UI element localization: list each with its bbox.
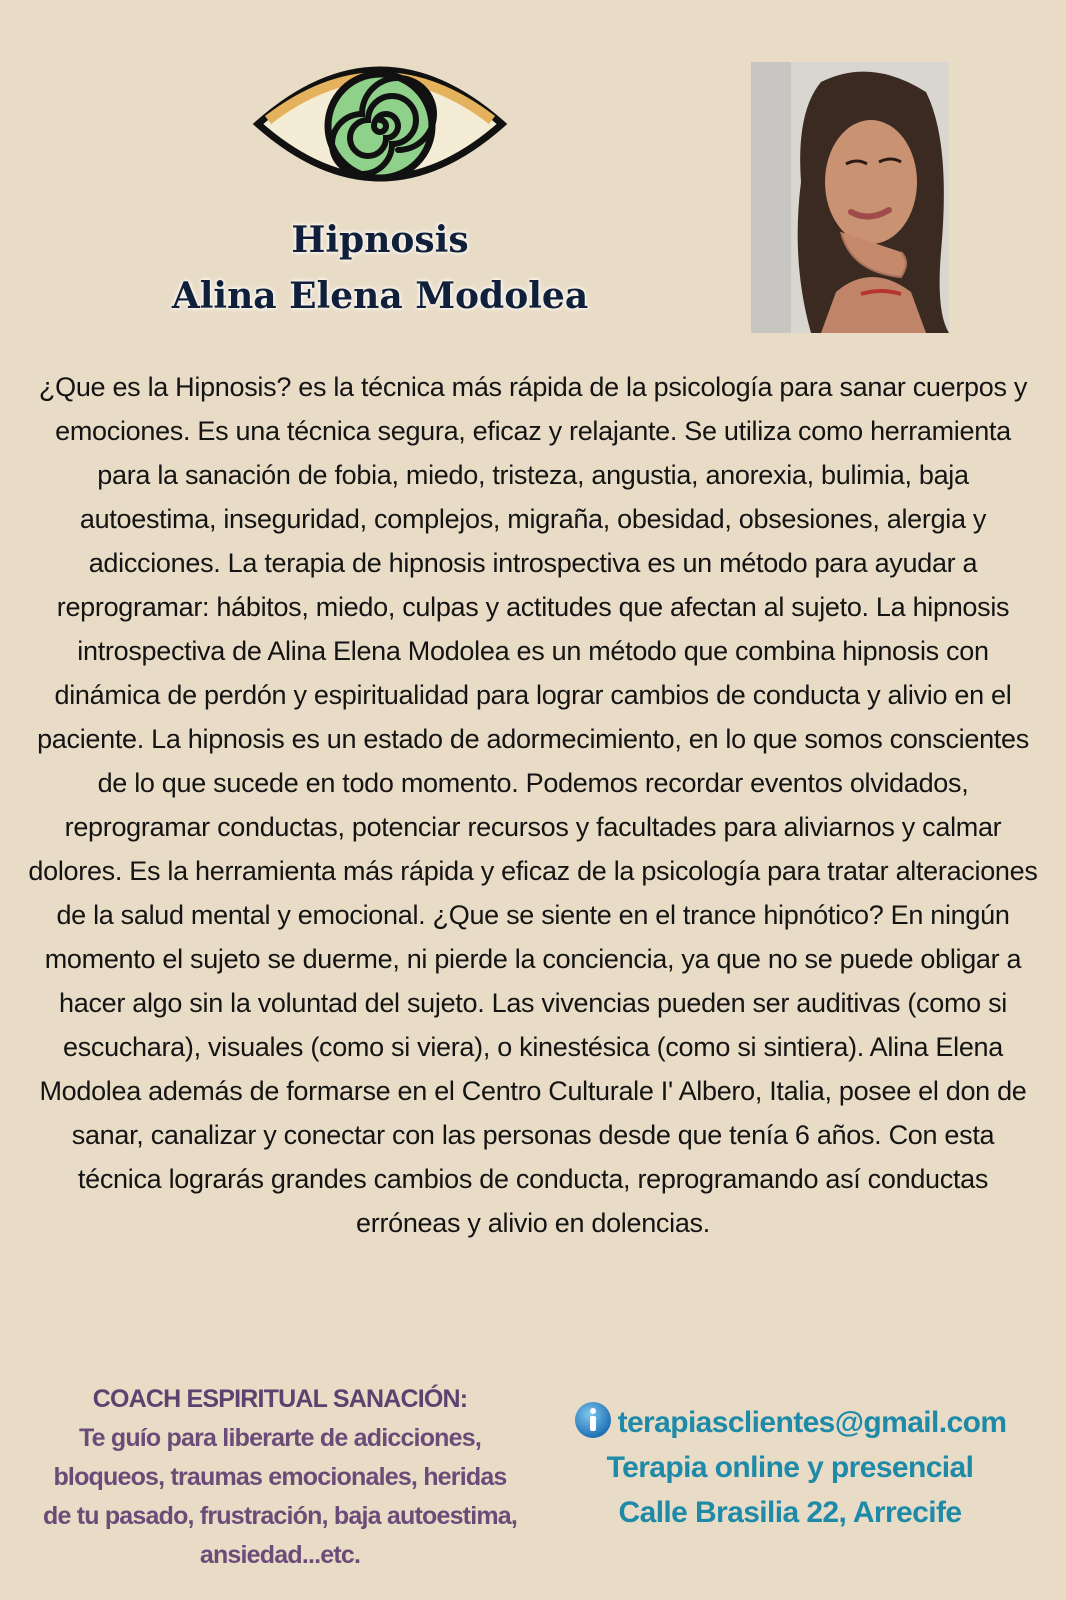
contact-email-line — [540, 1400, 1040, 1445]
author-name: Alina Elena Modolea — [171, 275, 589, 317]
coach-block — [40, 1380, 520, 1575]
description-paragraph: ¿Que es la Hipnosis? es la técnica más rápida de la psicología para sanar cuerpos y emociones. Es una técnica segura, eficaz y relajante. Se utiliza como herramienta para la sanación de fobia, miedo, tristeza, angustia, anorexia, bulimia, baja autoestima, inseguridad, complejos, migraña, obesidad, obsesiones, alergia y adicciones. La terapia de hipnosis introspectiva es un método para ayudar a reprogramar: hábitos, miedo, culpas y actitudes que afectan al sujeto. La hipnosis introspectiva de Alina Elena Modolea es un método que combina hipnosis con dinámica de perdón y espiritualidad para lograr cambios de conducta y alivio en el paciente. La hipnosis es un estado de adormecimiento, en lo que somos conscientes de lo que sucede en todo momento. Podemos recordar eventos olvidados, reprogramar conductas, potenciar recursos y facultades para aliviarnos y calmar dolores. Es la herramienta más rápida y eficaz de la psicología para tratar alteraciones de la salud mental y emocional. ¿Que se siente en el trance hipnótico? En ningún momento el sujeto se duerme, ni pierde la conciencia, ya que no se puede obligar a hacer algo sin la voluntad del sujeto. Las vivencias pueden ser auditivas (como si escuchara), visuales (como si viera), o kinestésica (como si sintiera). Alina Elena Modolea además de formarse en el Centro Culturale I' Albero, Italia, posee el don de sanar, canalizar y conectar con las personas desde que tenía 6 años. Con esta técnica lograrás grandes cambios de conducta, reprogramando así conductas erróneas y alivio en dolencias. — [28, 372, 1038, 1238]
hypnotic-eye-icon — [252, 56, 508, 196]
coach-text: Te guío para liberarte de adicciones, bloqueos, traumas emocionales, heridas de tu pasado, frustración, baja autoestima, ansiedad...etc. — [42, 1424, 518, 1569]
portrait-photo — [751, 62, 949, 333]
coach-heading: COACH ESPIRITUAL SANACIÓN: — [92, 1385, 468, 1413]
contact-email[interactable]: terapiasclientes@gmail.com — [617, 1406, 1007, 1439]
title-block — [150, 212, 610, 324]
contact-address: Calle Brasilia 22, Arrecife — [618, 1496, 962, 1529]
page-title: Hipnosis — [291, 219, 469, 261]
contact-mode: Terapia online y presencial — [606, 1451, 974, 1484]
info-icon — [574, 1401, 612, 1439]
contact-block — [540, 1400, 1040, 1535]
